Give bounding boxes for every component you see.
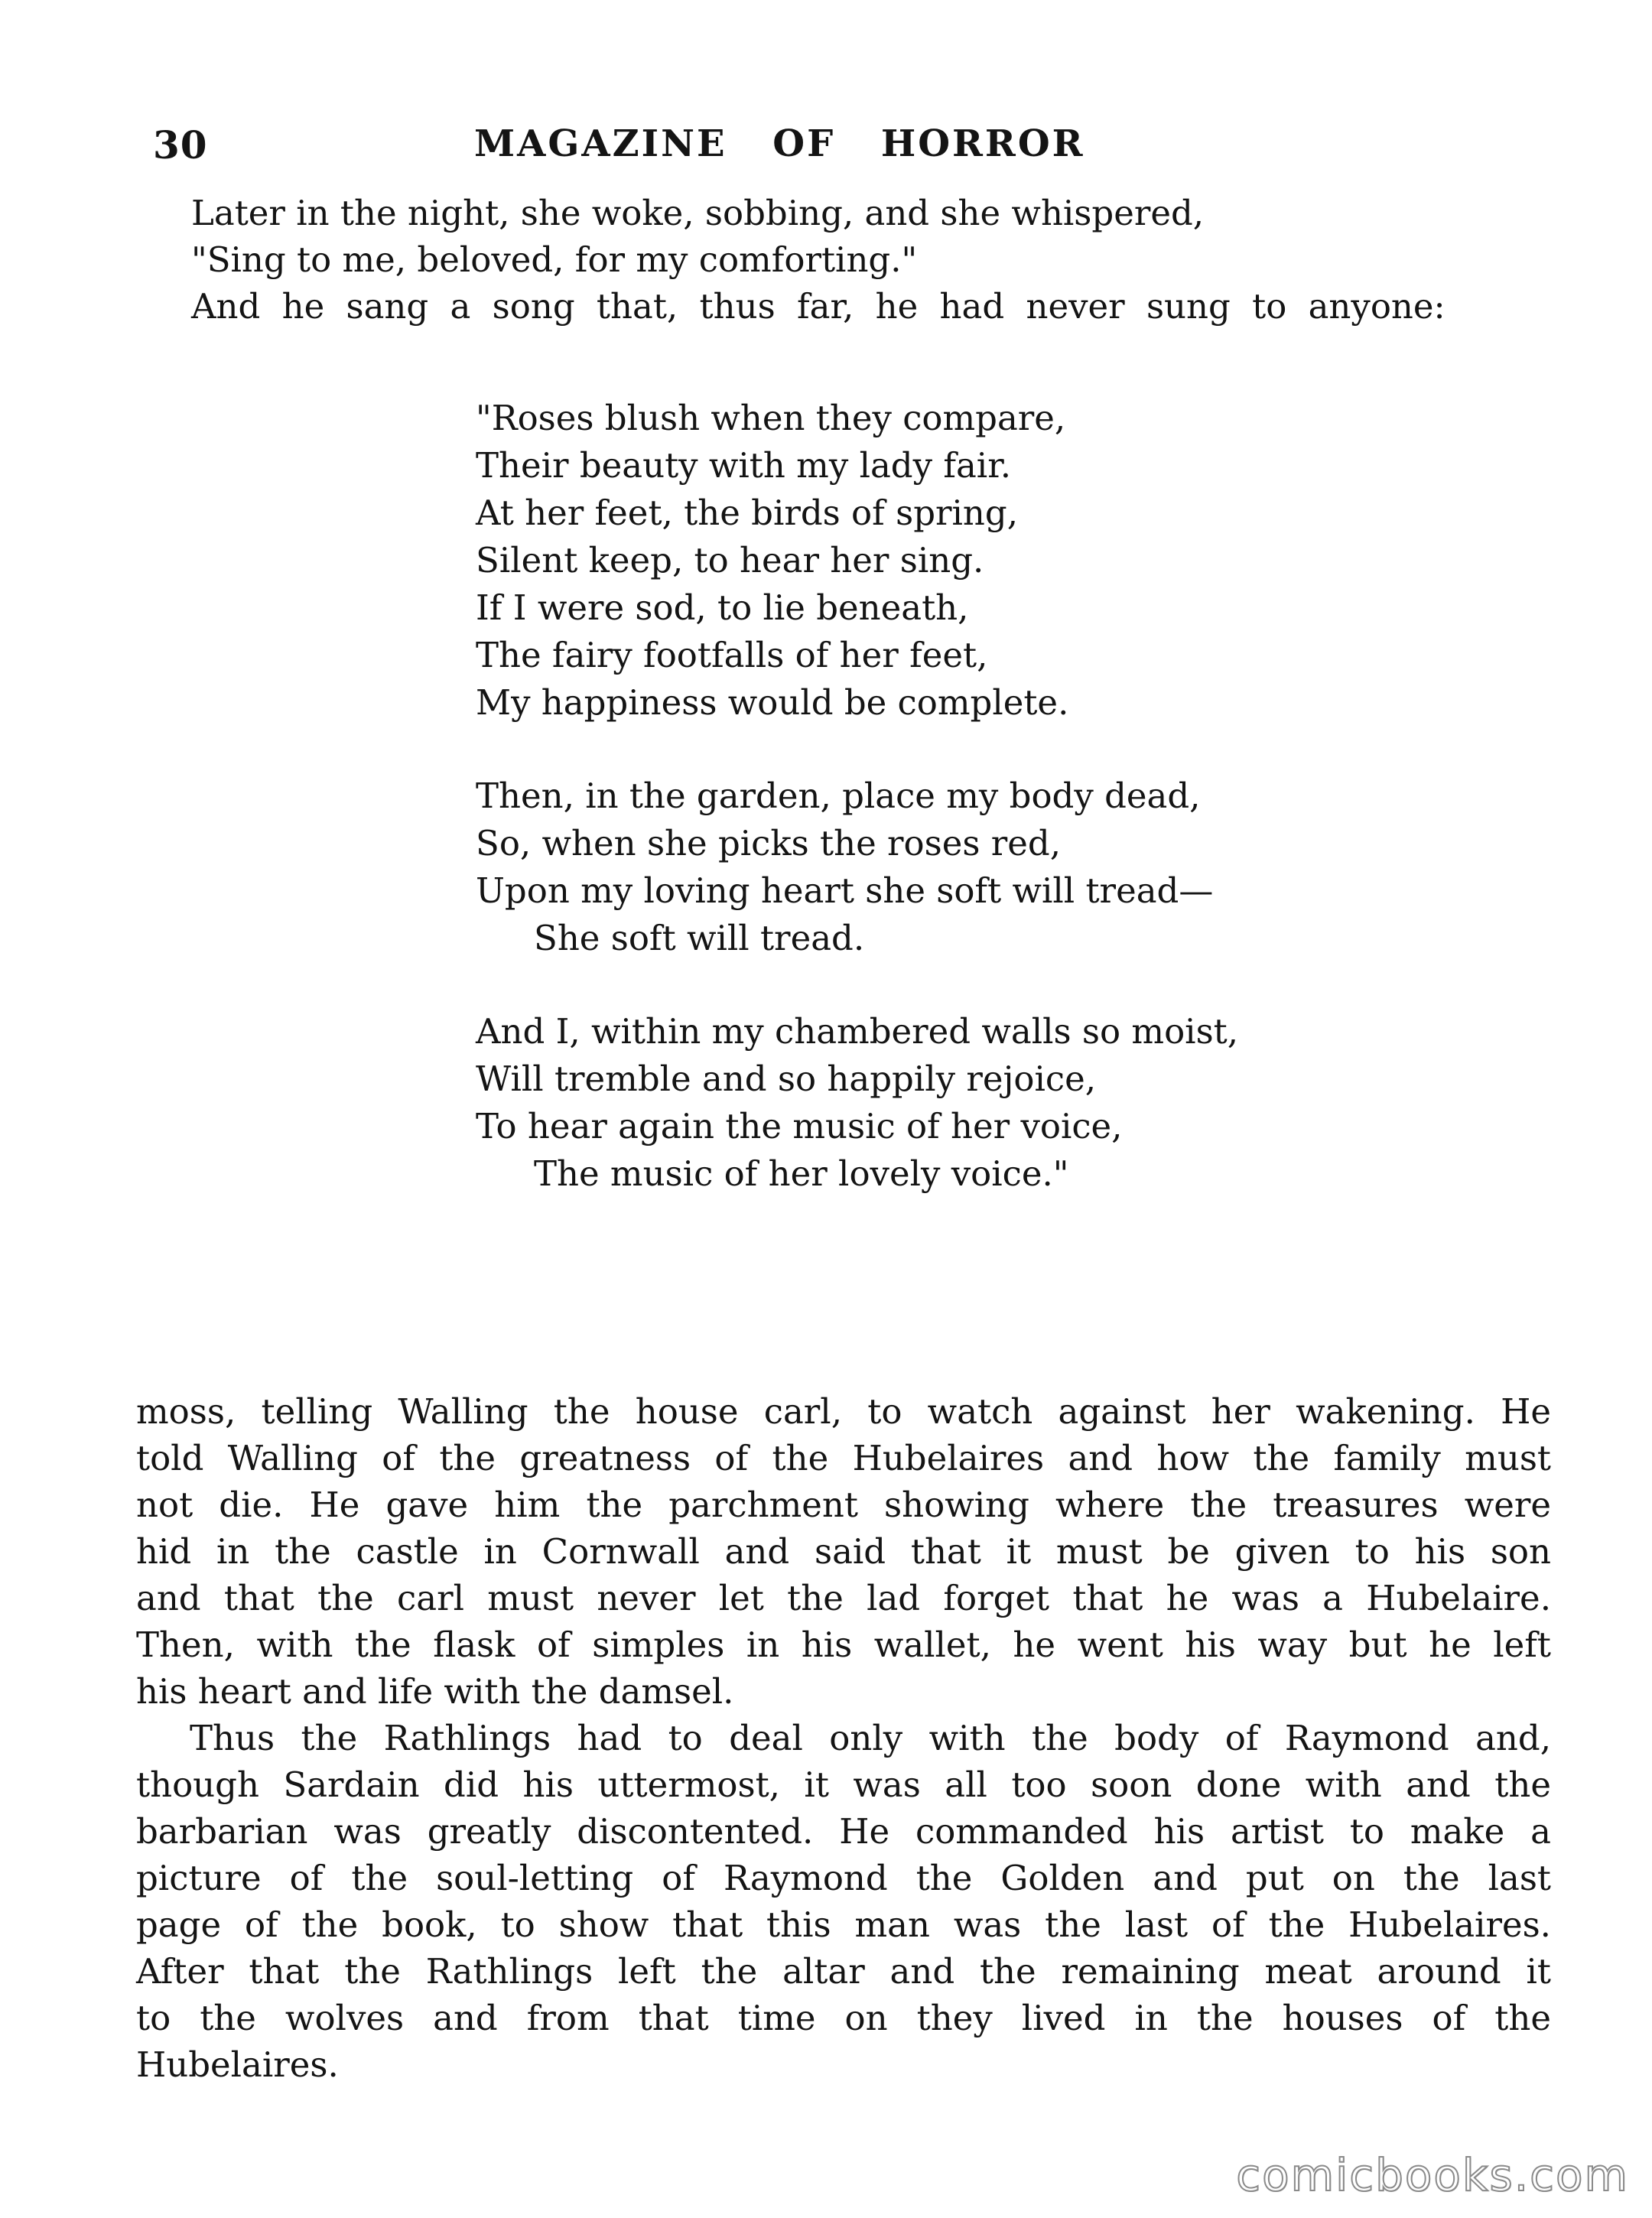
prose-line: Hubelaires. (136, 2044, 339, 2085)
prose-line: hid in the castle in Cornwall and said that it must be given to his son (136, 1531, 1551, 1572)
prose-line: though Sardain did his uttermost, it was all too soon done with and the (136, 1764, 1551, 1805)
site-watermark: comicbooks.com (1236, 2149, 1629, 2201)
prose-line: not die. He gave him the parchment showing where the treasures were (136, 1485, 1551, 1525)
prose-line: Then, with the flask of simples in his wallet, he went his way but he left (136, 1624, 1551, 1665)
poem-line: So, when she picks the roses red, (476, 823, 1061, 863)
poem-stanza-2 (476, 772, 1393, 962)
poem-line: "Roses blush when they compare, (476, 398, 1066, 438)
poem-line: Silent keep, to hear her sing. (476, 540, 984, 581)
prose-line: barbarian was greatly discontented. He commanded his artist to make a (136, 1811, 1551, 1852)
intro-line: "Sing to me, beloved, for my comforting." (191, 239, 918, 280)
prose-line: and that the carl must never let the lad forget that he was a Hubelaire. (136, 1578, 1551, 1618)
poem-line: And I, within my chambered walls so moist, (476, 1011, 1239, 1052)
poem-line: She soft will tread. (534, 918, 865, 958)
page-header (153, 122, 1392, 176)
poem-stanza-3 (476, 1008, 1393, 1198)
prose-line: picture of the soul-letting of Raymond the Golden and put on the last (136, 1858, 1551, 1898)
prose-line: page of the book, to show that this man was the last of the Hubelaires. (136, 1904, 1551, 1945)
poem-line: The music of her lovely voice." (534, 1153, 1069, 1194)
prose-text (136, 1388, 1551, 2088)
song-poem (476, 395, 1393, 1244)
poem-line: My happiness would be complete. (476, 682, 1069, 723)
poem-line: If I were sod, to lie beneath, (476, 587, 969, 628)
intro-line: Later in the night, she woke, sobbing, and she whispered, (191, 193, 1205, 233)
paragraph-1 (136, 1388, 1551, 1715)
paragraph-2 (136, 1715, 1551, 2088)
running-title: MAGAZINE OF HORROR (474, 122, 1085, 165)
prose-line: Thus the Rathlings had to deal only with the body of Raymond and, (190, 1718, 1551, 1758)
poem-line: At her feet, the birds of spring, (476, 493, 1018, 533)
poem-line: The fairy footfalls of her feet, (476, 635, 988, 675)
intro-line: And he sang a song that, thus far, he had never sung to anyone: (191, 286, 1446, 327)
poem-stanza-1 (476, 395, 1393, 727)
poem-line: Will tremble and so happily rejoice, (476, 1059, 1097, 1099)
prose-line: After that the Rathlings left the altar and the remaining meat around it (136, 1951, 1551, 1992)
prose-line: moss, telling Walling the house carl, to watch against her wakening. He (136, 1391, 1551, 1432)
intro-text (191, 190, 1553, 330)
poem-line: Their beauty with my lady fair. (476, 445, 1012, 486)
page-number: 30 (153, 122, 208, 167)
prose-line: his heart and life with the damsel. (136, 1671, 734, 1712)
poem-line: Then, in the garden, place my body dead, (476, 776, 1201, 816)
prose-line: to the wolves and from that time on they lived in the houses of the (136, 1998, 1551, 2038)
poem-line: Upon my loving heart she soft will tread— (476, 870, 1214, 911)
prose-line: told Walling of the greatness of the Hubelaires and how the family must (136, 1438, 1551, 1478)
poem-line: To hear again the music of her voice, (476, 1106, 1123, 1146)
